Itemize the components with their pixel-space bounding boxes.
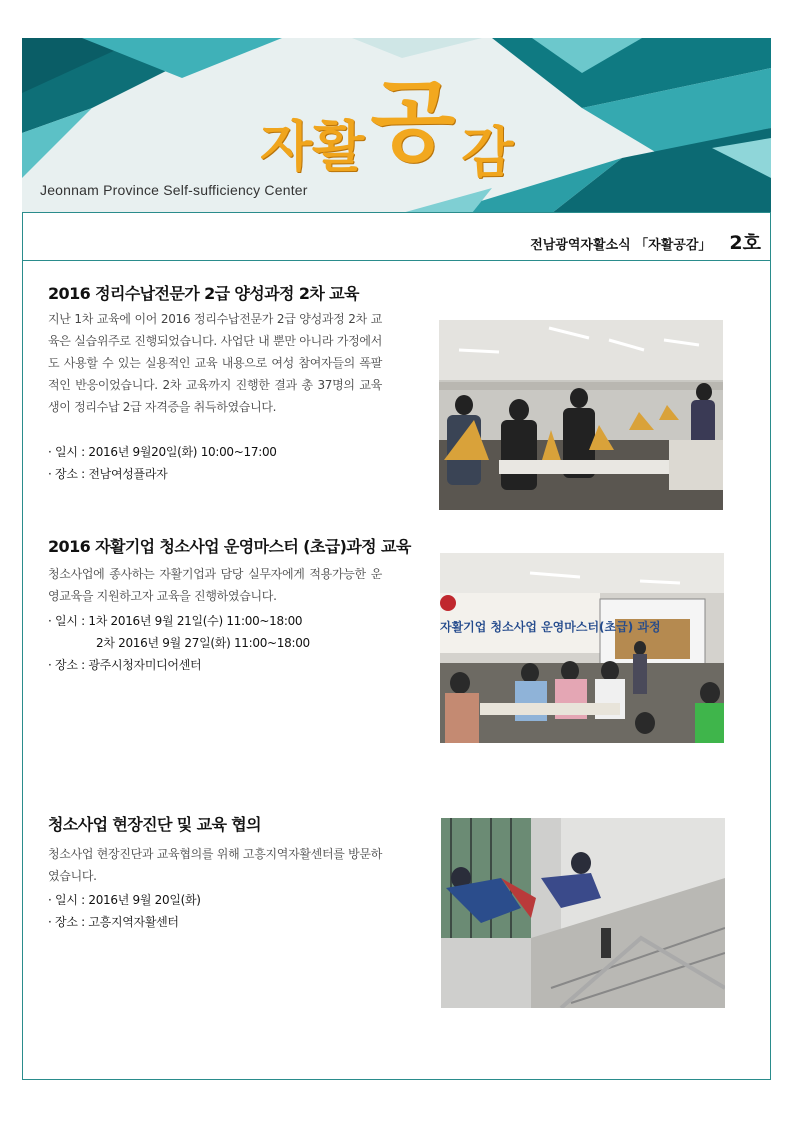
info-date: · 일시 : 2016년 9월 20일(화) (48, 893, 201, 907)
stairwell-photo (441, 818, 725, 1008)
publication-name: 전남광역자활소식 「자활공감」 (530, 238, 712, 253)
seminar-photo (440, 553, 724, 743)
logo-wordmark (260, 70, 514, 188)
issue-number: 2호 (729, 232, 761, 254)
header-banner (22, 38, 771, 213)
section-info (48, 441, 277, 485)
info-place: · 장소 : 광주시청자미디어센터 (48, 658, 202, 672)
header-divider (22, 260, 771, 261)
section-title: 청소사업 현장진단 및 교육 협의 (48, 815, 262, 834)
seminar-banner-text: 자활기업 청소사업 운영마스터(초급) 과정 (440, 620, 661, 634)
info-date-second: 2차 2016년 9월 27일(화) 11:00~18:00 (96, 636, 310, 650)
frame-top-border (22, 212, 771, 213)
logo-char: 감 (461, 121, 514, 184)
info-date: · 일시 : 1차 2016년 9월 21일(수) 11:00~18:00 (48, 614, 303, 628)
banner-subtitle: Jeonnam Province Self-sufficiency Center (40, 182, 308, 198)
section-info (48, 610, 310, 676)
section-title: 2016 정리수납전문가 2급 양성과정 2차 교육 (48, 284, 359, 303)
section-info (48, 889, 201, 933)
logo-char: 활 (312, 115, 365, 178)
info-place: · 장소 : 고흥지역자활센터 (48, 915, 179, 929)
logo-char: 자 (260, 115, 313, 178)
logo-char-large: 공 (370, 70, 456, 173)
classroom-photo (439, 320, 723, 510)
issue-label (530, 228, 761, 255)
section-body: 지난 1차 교육에 이어 2016 정리수납전문가 2급 양성과정 2차 교육은 실습위주로 진행되었습니다. 사업단 내 뿐만 아니라 가정에서도 사용할 수 있는 실용적인 교육 내용으로 여성 참여자들의 폭팔적인 반응이었습니다. 2차 교육까지 진행한 결과 총 37명의 교육생이 정리수납 2급 자격증을 취득하였습니다. (48, 312, 382, 414)
section-body: 청소사업 현장진단과 교육협의를 위해 고흥지역자활센터를 방문하였습니다. (48, 847, 382, 883)
info-date: · 일시 : 2016년 9월20일(화) 10:00~17:00 (48, 445, 277, 459)
info-place: · 장소 : 전남여성플라자 (48, 467, 168, 481)
section-body: 청소사업에 종사하는 자활기업과 담당 실무자에게 적용가능한 운영교육을 지원하고자 교육을 진행하였습니다. (48, 567, 382, 603)
section-title: 2016 자활기업 청소사업 운영마스터 (초급)과정 교육 (48, 537, 411, 556)
